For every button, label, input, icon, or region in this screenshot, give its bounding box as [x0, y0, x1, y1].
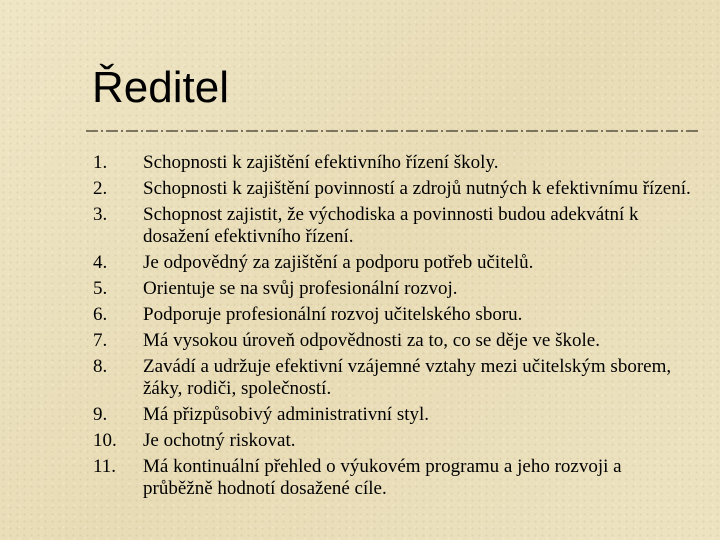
item-text: Je ochotný riskovat. [143, 430, 296, 451]
item-number: 6. [93, 304, 108, 325]
item-text: Má přizpůsobivý administrativní styl. [143, 404, 430, 425]
list-item [93, 404, 693, 426]
title-divider [86, 128, 698, 134]
item-number: 7. [93, 330, 108, 351]
item-text: Schopnosti k zajištění efektivního řízení školy. [143, 152, 499, 173]
item-number: 4. [93, 252, 108, 273]
item-text: Má vysokou úroveň odpovědnosti za to, co se děje ve škole. [143, 330, 600, 351]
item-text: Schopnosti k zajištění povinností a zdrojů nutných k efektivnímu řízení. [143, 178, 691, 199]
list-item [93, 178, 693, 200]
item-number: 3. [93, 204, 108, 225]
item-number: 8. [93, 356, 108, 377]
item-text: Podporuje profesionální rozvoj učitelského sboru. [143, 304, 523, 325]
item-number: 10. [93, 430, 117, 451]
list-item [93, 252, 693, 274]
list-item [93, 456, 693, 500]
list-item [93, 304, 693, 326]
competency-list [93, 152, 693, 504]
item-number: 11. [93, 456, 117, 477]
item-number: 5. [93, 278, 108, 299]
slide-title: Ředitel [92, 63, 229, 112]
list-item [93, 152, 693, 174]
item-text: Zavádí a udržuje efektivní vzájemné vztahy mezi učitelským sborem, žáky, rodiči, společností. [143, 356, 672, 399]
item-text: Orientuje se na svůj profesionální rozvoj. [143, 278, 458, 299]
item-text: Je odpovědný za zajištění a podporu potřeb učitelů. [143, 252, 534, 273]
list-item [93, 330, 693, 352]
item-number: 9. [93, 404, 108, 425]
item-text: Schopnost zajistit, že východiska a povinnosti budou adekvátní k dosažení efektivního řízení. [143, 204, 639, 247]
list-item [93, 278, 693, 300]
item-number: 2. [93, 178, 108, 199]
list-item [93, 430, 693, 452]
list-item [93, 204, 693, 248]
item-text: Má kontinuální přehled o výukovém programu a jeho rozvoji a průběžně hodnotí dosažené cíle. [143, 456, 622, 499]
list-item [93, 356, 693, 400]
item-number: 1. [93, 152, 108, 173]
